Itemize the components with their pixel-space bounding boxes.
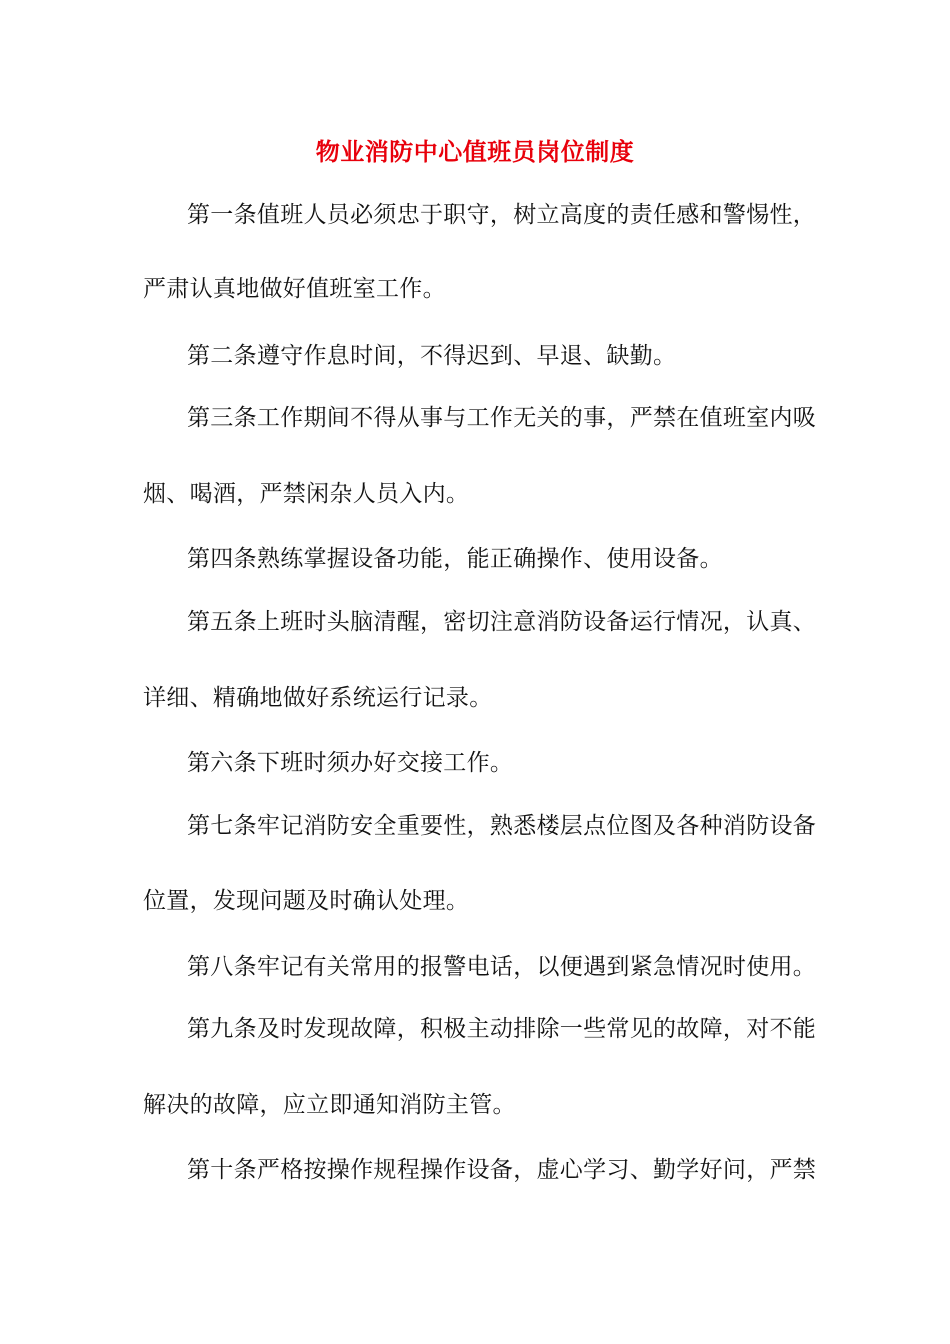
article-10-line-1: 第十条严格按操作规程操作设备，虚心学习、勤学好问，严禁 — [187, 1157, 817, 1183]
article-9-line-1: 第九条及时发现故障，积极主动排除一些常见的故障，对不能 — [187, 1016, 817, 1042]
article-8-line-1: 第八条牢记有关常用的报警电话，以便遇到紧急情况时使用。 — [187, 954, 817, 980]
article-1-line-1: 第一条值班人员必须忠于职守，树立高度的责任感和警惕性， — [187, 202, 817, 228]
article-7-line-2: 位置，发现问题及时确认处理。 — [143, 888, 470, 914]
article-1-line-2: 严肃认真地做好值班室工作。 — [143, 276, 446, 302]
article-5-line-2: 详细、精确地做好系统运行记录。 — [143, 685, 493, 711]
article-6-line-1: 第六条下班时须办好交接工作。 — [187, 750, 514, 776]
article-5-line-1: 第五条上班时头脑清醒，密切注意消防设备运行情况，认真、 — [187, 609, 817, 635]
article-9-line-2: 解决的故障，应立即通知消防主管。 — [143, 1092, 516, 1118]
document-title: 物业消防中心值班员岗位制度 — [315, 138, 635, 166]
article-7-line-1: 第七条牢记消防安全重要性，熟悉楼层点位图及各种消防设备 — [187, 813, 817, 839]
article-3-line-1: 第三条工作期间不得从事与工作无关的事，严禁在值班室内吸 — [187, 405, 817, 431]
article-2-line-1: 第二条遵守作息时间，不得迟到、早退、缺勤。 — [187, 343, 677, 369]
article-4-line-1: 第四条熟练掌握设备功能，能正确操作、使用设备。 — [187, 546, 723, 572]
article-3-line-2: 烟、喝酒，严禁闲杂人员入内。 — [143, 481, 470, 507]
